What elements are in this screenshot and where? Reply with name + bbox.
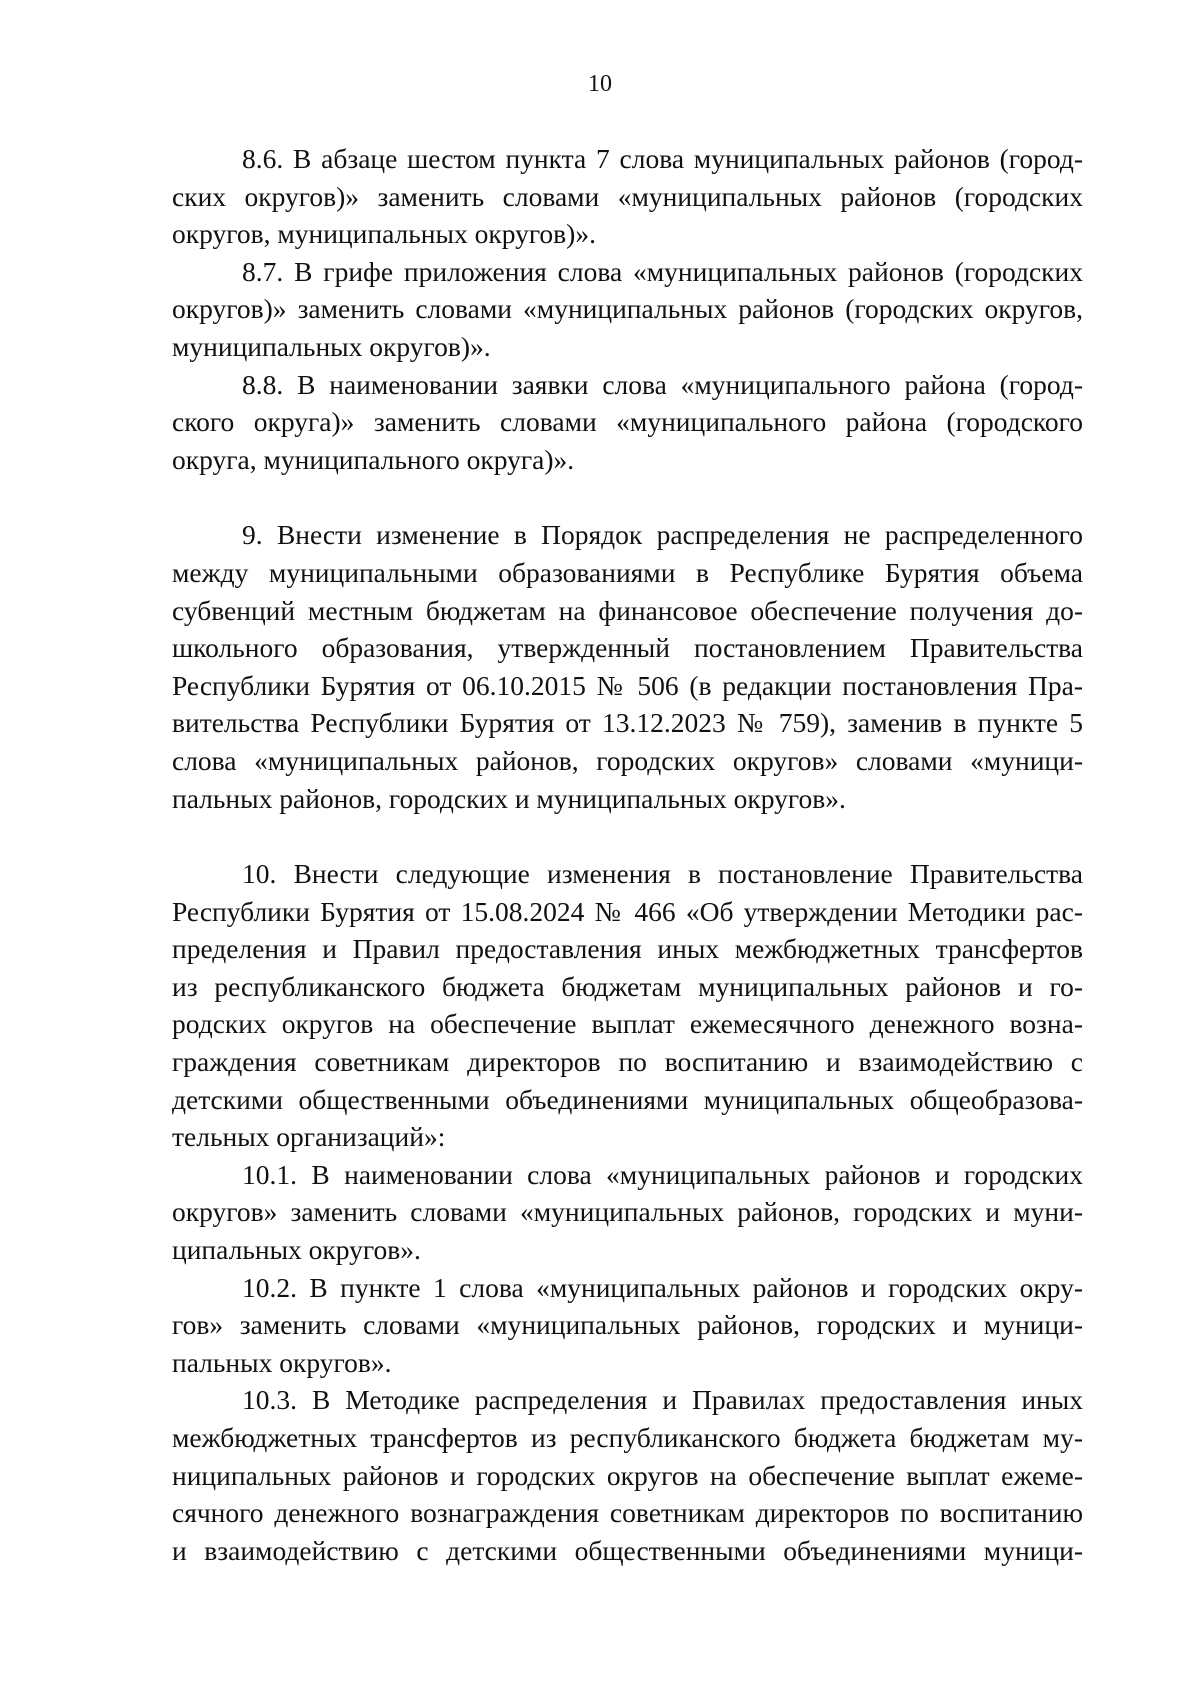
paragraph-10-1 bbox=[172, 1156, 1083, 1269]
text-line: Республики Бурятия от 15.08.2024 № 466 «Об утверждении Методики рас- bbox=[172, 895, 1083, 927]
text-line: школьного образования, утвержденный постановлением Правительства bbox=[172, 632, 1083, 664]
text-line: слова «муниципальных районов, городских округов» словами «муници- bbox=[172, 744, 1083, 776]
text-line: Республики Бурятия от 06.10.2015 № 506 (в редакции постановления Пра- bbox=[172, 669, 1083, 701]
text-line: пальных районов, городских и муниципальных округов». bbox=[172, 782, 846, 814]
text-line: округов)» заменить словами «муниципальных районов (городских округов, bbox=[172, 293, 1083, 325]
text-line: 10. Внести следующие изменения в постановление Правительства bbox=[242, 858, 1083, 890]
page-number: 10 bbox=[588, 71, 612, 97]
text-line: из республиканского бюджета бюджетам муниципальных районов и го- bbox=[172, 970, 1083, 1002]
text-line: округов, муниципальных округов)». bbox=[172, 218, 596, 250]
document-body bbox=[172, 140, 1083, 1569]
paragraph-8-6 bbox=[172, 140, 1083, 253]
text-line: родских округов на обеспечение выплат ежемесячного денежного возна- bbox=[172, 1008, 1083, 1040]
paragraph-gap bbox=[172, 817, 1083, 855]
text-line: 10.2. В пункте 1 слова «муниципальных районов и городских окру- bbox=[242, 1271, 1083, 1303]
text-line: граждения советникам директоров по воспитанию и взаимодействию с bbox=[172, 1046, 1083, 1078]
paragraph-10 bbox=[172, 855, 1083, 1156]
paragraph-10-3 bbox=[172, 1381, 1083, 1569]
text-line: субвенций местным бюджетам на финансовое обеспечение получения до- bbox=[172, 594, 1083, 626]
paragraph-9 bbox=[172, 516, 1083, 817]
text-line: межбюджетных трансфертов из республиканского бюджета бюджетам му- bbox=[172, 1422, 1083, 1453]
paragraph-8-7 bbox=[172, 253, 1083, 366]
text-line: округов» заменить словами «муниципальных районов, городских и муни- bbox=[172, 1196, 1083, 1228]
text-line: 8.6. В абзаце шестом пункта 7 слова муниципальных районов (город- bbox=[242, 143, 1083, 174]
text-line: 8.8. В наименовании заявки слова «муниципального района (город- bbox=[242, 368, 1083, 400]
text-line: ниципальных районов и городских округов на обеспечение выплат ежеме- bbox=[172, 1459, 1083, 1491]
text-line: ципальных округов». bbox=[172, 1234, 421, 1266]
paragraph-10-2 bbox=[172, 1269, 1083, 1382]
text-line: ских округов)» заменить словами «муниципальных районов (городских bbox=[172, 180, 1083, 212]
text-line: 9. Внести изменение в Порядок распределения не распределенного bbox=[242, 519, 1083, 551]
text-line: ского округа)» заменить словами «муниципального района (городского bbox=[172, 406, 1083, 438]
text-line: детскими общественными объединениями муниципальных общеобразова- bbox=[172, 1083, 1083, 1115]
text-line: сячного денежного вознаграждения советникам директоров по воспитанию bbox=[172, 1497, 1083, 1529]
paragraph-8-8 bbox=[172, 366, 1083, 479]
text-line: гов» заменить словами «муниципальных районов, городских и муници- bbox=[172, 1309, 1083, 1341]
text-line: пределения и Правил предоставления иных межбюджетных трансфертов bbox=[172, 933, 1083, 965]
paragraph-gap bbox=[172, 478, 1083, 516]
text-line: между муниципальными образованиями в Республике Бурятия объема bbox=[172, 556, 1083, 588]
text-line: пальных округов». bbox=[172, 1346, 392, 1378]
text-line: и взаимодействию с детскими общественными объединениями муници- bbox=[172, 1534, 1083, 1566]
text-line: 10.1. В наименовании слова «муниципальных районов и городских bbox=[242, 1158, 1083, 1190]
text-line: муниципальных округов)». bbox=[172, 330, 491, 362]
text-line: тельных организаций»: bbox=[172, 1121, 446, 1153]
text-line: округа, муниципального округа)». bbox=[172, 443, 575, 475]
text-line: вительства Республики Бурятия от 13.12.2023 № 759), заменив в пункте 5 bbox=[172, 707, 1083, 739]
text-line: 8.7. В грифе приложения слова «муниципальных районов (городских bbox=[242, 255, 1083, 287]
text-line: 10.3. В Методике распределения и Правилах предоставления иных bbox=[242, 1384, 1083, 1416]
